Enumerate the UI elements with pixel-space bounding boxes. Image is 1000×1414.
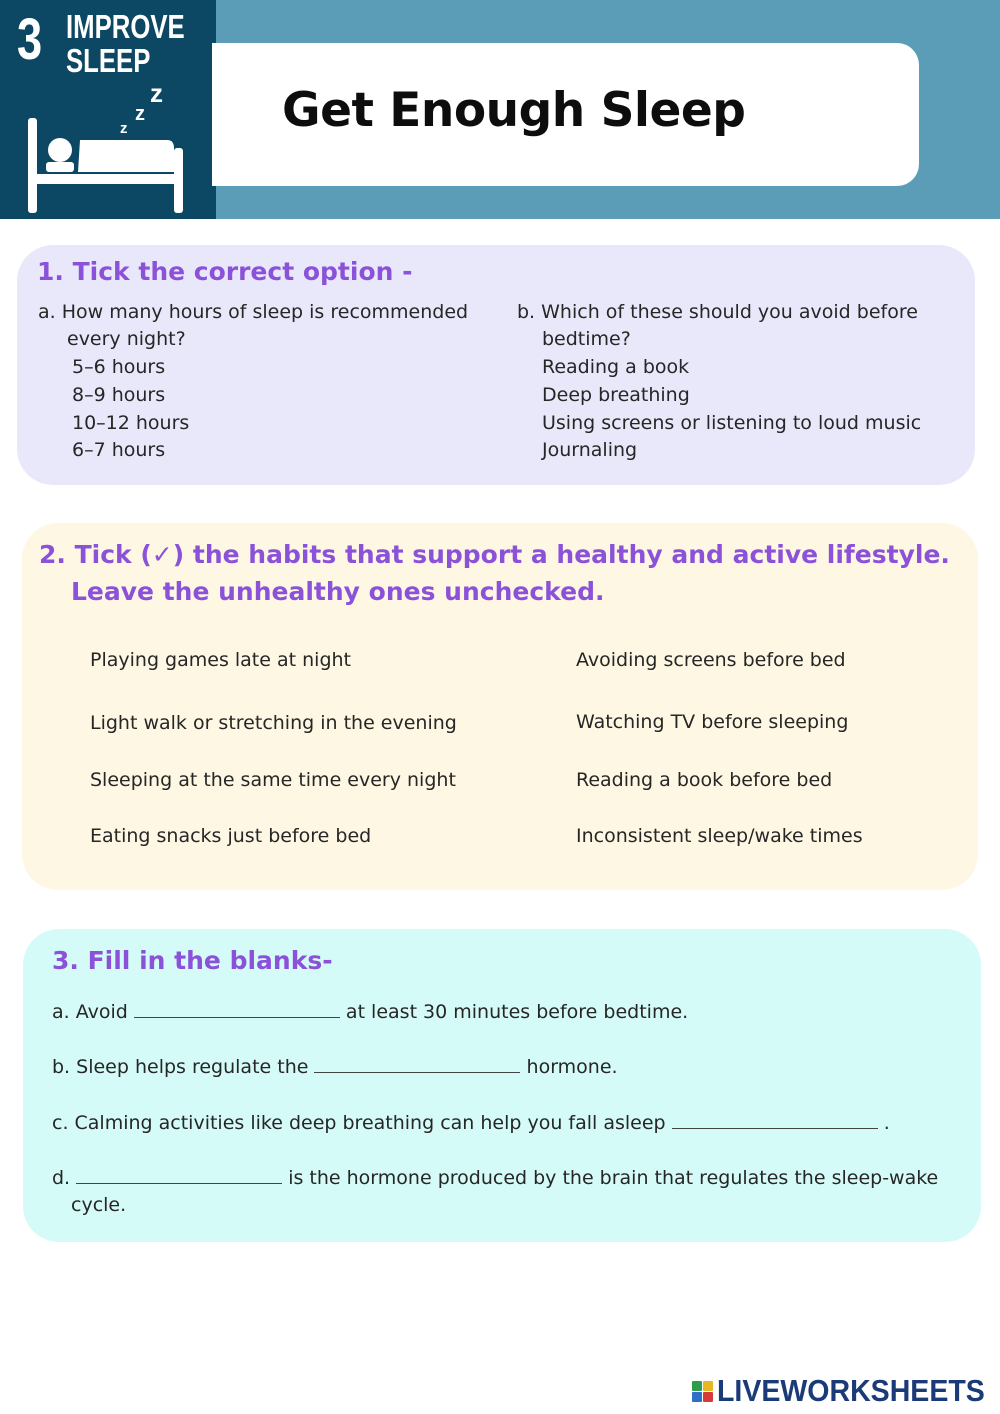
blank-a-suffix: at least 30 minutes before bedtime. xyxy=(345,1001,689,1023)
badge-line-1: IMPROVE xyxy=(66,8,185,45)
logo-square-1 xyxy=(692,1381,702,1391)
blank-d-input[interactable] xyxy=(76,1166,282,1184)
habit-right-2[interactable]: Watching TV before sleeping xyxy=(576,711,849,733)
liveworksheets-logo-icon xyxy=(692,1381,713,1402)
question-b-option-4[interactable]: Journaling xyxy=(542,439,638,461)
section-1-heading: 1. Tick the correct option - xyxy=(37,257,413,286)
blank-c-input[interactable] xyxy=(672,1111,878,1129)
blank-b-prefix: b. Sleep helps regulate the xyxy=(52,1056,309,1078)
blank-c-prefix: c. Calming activities like deep breathing can help you fall asleep xyxy=(52,1112,666,1134)
section-2-heading-line-2: Leave the unhealthy ones unchecked. xyxy=(71,577,605,606)
question-a-option-3[interactable]: 10–12 hours xyxy=(72,412,190,434)
question-b-option-1[interactable]: Reading a book xyxy=(542,356,690,378)
logo-square-3 xyxy=(692,1392,702,1402)
logo-square-4 xyxy=(703,1392,713,1402)
section-fill-blanks xyxy=(23,929,981,1242)
badge-title xyxy=(66,10,185,78)
habit-left-2[interactable]: Light walk or stretching in the evening xyxy=(90,712,457,734)
blank-question-b xyxy=(52,1055,618,1078)
section-2-heading-line-1: 2. Tick (✓) the habits that support a healthy and active lifestyle. xyxy=(39,540,950,569)
section-healthy-habits xyxy=(22,523,978,890)
habit-right-3[interactable]: Reading a book before bed xyxy=(576,769,833,791)
blank-question-c xyxy=(52,1111,890,1134)
habit-left-4[interactable]: Eating snacks just before bed xyxy=(90,825,372,847)
blank-question-d xyxy=(52,1166,938,1189)
question-a-option-2[interactable]: 8–9 hours xyxy=(72,384,166,406)
blank-a-input[interactable] xyxy=(134,1000,340,1018)
question-b-option-2[interactable]: Deep breathing xyxy=(542,384,690,406)
blank-a-prefix: a. Avoid xyxy=(52,1001,128,1023)
question-a-line-2: every night? xyxy=(67,328,186,350)
question-b-option-3[interactable]: Using screens or listening to loud music xyxy=(542,412,922,434)
logo-square-2 xyxy=(703,1381,713,1391)
blank-d-line-2: cycle. xyxy=(71,1194,127,1216)
page-title: Get Enough Sleep xyxy=(282,83,746,138)
question-a-line-1: a. How many hours of sleep is recommended xyxy=(38,301,469,323)
blank-b-input[interactable] xyxy=(314,1055,520,1073)
badge-line-2: SLEEP xyxy=(66,42,151,79)
svg-text:z: z xyxy=(150,78,163,108)
section-tick-correct-option xyxy=(17,245,975,485)
blank-question-a xyxy=(52,1000,688,1023)
habit-right-1[interactable]: Avoiding screens before bed xyxy=(576,649,846,671)
bed-sleep-icon xyxy=(22,78,192,216)
goal-badge xyxy=(0,0,216,219)
svg-text:z: z xyxy=(135,103,145,125)
question-a-option-1[interactable]: 5–6 hours xyxy=(72,356,166,378)
habit-left-1[interactable]: Playing games late at night xyxy=(90,649,351,671)
habit-right-4[interactable]: Inconsistent sleep/wake times xyxy=(576,825,863,847)
blank-d-suffix: is the hormone produced by the brain that regulates the sleep-wake xyxy=(288,1167,939,1189)
title-card xyxy=(212,43,919,186)
blank-d-prefix: d. xyxy=(52,1167,71,1189)
question-a-option-4[interactable]: 6–7 hours xyxy=(72,439,166,461)
question-b-line-1: b. Which of these should you avoid before xyxy=(517,301,918,323)
blank-b-suffix: hormone. xyxy=(526,1056,618,1078)
liveworksheets-logo[interactable] xyxy=(692,1374,1000,1408)
habit-left-3[interactable]: Sleeping at the same time every night xyxy=(90,769,456,791)
logo-text: LIVEWORKSHEETS xyxy=(717,1373,985,1408)
badge-number: 3 xyxy=(17,7,42,72)
question-b-line-2: bedtime? xyxy=(542,328,631,350)
svg-text:z: z xyxy=(120,120,128,137)
blank-c-suffix: . xyxy=(883,1112,890,1134)
section-3-heading: 3. Fill in the blanks- xyxy=(52,946,333,975)
